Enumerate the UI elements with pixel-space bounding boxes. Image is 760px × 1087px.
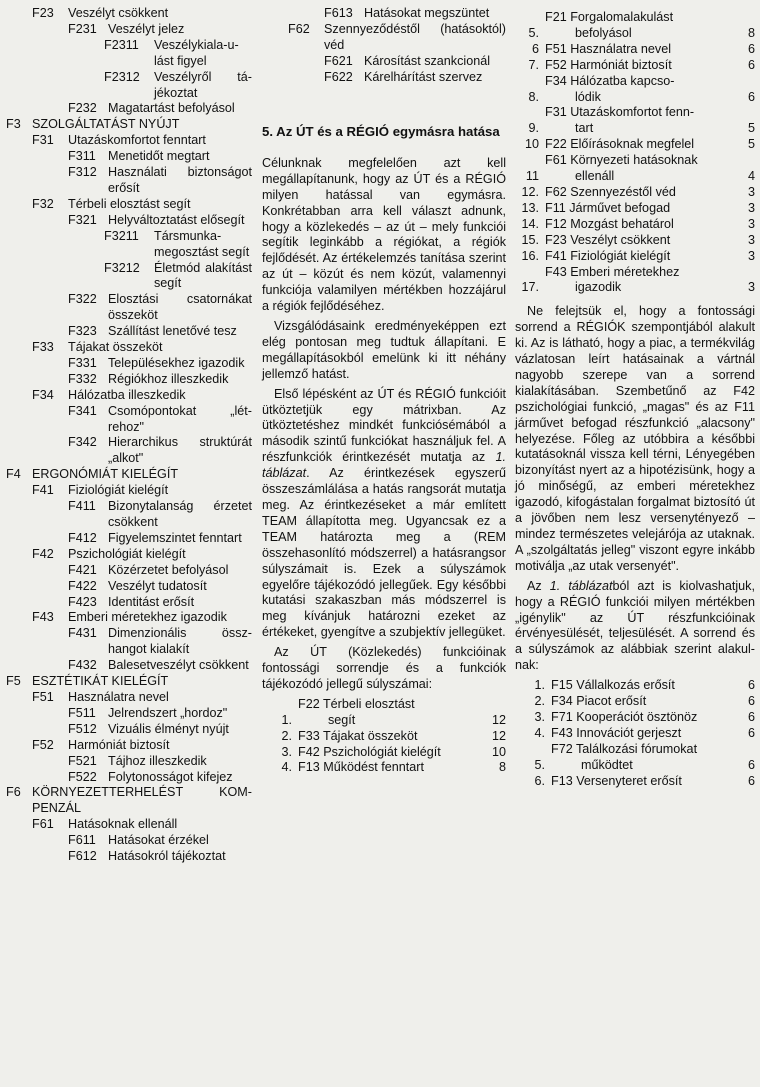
weight-value: 3 xyxy=(747,248,755,263)
ranking-label xyxy=(551,742,737,774)
ranking-label xyxy=(298,760,488,776)
outline-item xyxy=(6,356,252,372)
weight-value: 4 xyxy=(747,169,755,184)
outline-item xyxy=(6,197,252,213)
function-code: F2312 xyxy=(104,69,140,84)
rank-number: 1. xyxy=(534,678,545,693)
outline-item xyxy=(6,738,252,754)
ranking-item xyxy=(515,153,755,185)
ranking-label xyxy=(545,185,737,201)
weight-value: 3 xyxy=(747,216,755,231)
ranking-item xyxy=(515,678,755,694)
ranking-item xyxy=(515,233,755,249)
ranking-item xyxy=(515,74,755,106)
function-label: Harmóniát biztosít xyxy=(68,737,170,752)
outline-item xyxy=(6,261,252,293)
rank-number: 5. xyxy=(528,25,539,40)
ranking-label-line: F22 Térbeli elosztást xyxy=(298,696,415,711)
paragraph-3: Első lépésként az ÚT és RÉGIÓ funkcióit ütköztetjük egy mátrixban. Az ütköztetéshez mindkét funkciósémából a második szintű funkciókat használjuk fel. A részfunkciók érintkezését mutatja az 1. táblázat. Az érintkezések egyszerű összeszámlálása a hatás rangsorát mutatja meg. Az érintkezéseket a már említett TEAM állapította meg. Ugyancsak ez a TEAM határozta meg a (REM összehasonlító módszerrel) a hatásrangsor súlyszámait is. Ezek a súlyszámok egyelőre tájékozódó jellegűek. Egy későbbi kutatási szakaszban más módszerrel is meg kívánjuk határozni ezeket az értékeket, gyengítve a szubjektív jellegüket. xyxy=(262,386,506,640)
function-code: F332 xyxy=(68,371,97,386)
ranking-label-line: F31 Utazáskomfortot fenn- xyxy=(545,105,695,120)
function-label: Tájakat összeköt xyxy=(68,340,163,355)
rank-number: 3. xyxy=(534,709,545,724)
function-code: F322 xyxy=(68,292,97,307)
ranking-label xyxy=(545,265,737,297)
ranking-label-line: F13 Versenyteret erősít xyxy=(551,773,682,788)
function-label: Utazáskomfortot fenntart xyxy=(68,133,206,148)
ranking-label xyxy=(545,58,737,74)
weight-value: 5 xyxy=(747,137,755,152)
rank-number: 12. xyxy=(521,184,539,199)
ranking-item xyxy=(262,697,506,729)
paragraph-2: Vizsgálódásaink eredményeképpen ezt elég pontosan meg tudtuk állapítani. E megállapításokból emelünk ki itt néhány jellemző hatást. xyxy=(262,319,506,381)
ranking-label-line: F52 Harmóniát biztosít xyxy=(545,57,672,72)
function-code: F52 xyxy=(32,737,54,752)
function-label: Hatásokat érzékel xyxy=(108,833,209,848)
ranking-label xyxy=(545,233,737,249)
rank-number: 15. xyxy=(521,232,539,247)
weight-value: 3 xyxy=(747,200,755,215)
ranking-label-line: F13 Működést fenntart xyxy=(298,760,425,775)
function-label: Hierarchikus struktúrát „alkot" xyxy=(108,435,252,466)
ut-ranking-list-continued xyxy=(515,10,755,296)
function-code: F621 xyxy=(324,53,353,68)
function-label: Magatartást befolyásol xyxy=(108,101,235,116)
ranking-label xyxy=(551,710,737,726)
outline-item xyxy=(262,54,506,70)
ranking-label-line: F62 Szennyezéstől véd xyxy=(545,184,676,199)
rank-number: 16. xyxy=(521,248,539,263)
function-label: Szállítást lenetővé tesz xyxy=(108,324,237,339)
regio-ranking-list xyxy=(515,678,755,789)
function-label: Balesetveszélyt csökkent xyxy=(108,658,249,673)
outline-item xyxy=(6,579,252,595)
function-code: F611 xyxy=(68,833,96,848)
outline-item xyxy=(6,833,252,849)
function-code: F522 xyxy=(68,769,97,784)
rank-number: 11 xyxy=(525,169,539,184)
ranking-label xyxy=(545,201,737,217)
ranking-label xyxy=(545,153,737,185)
outline-item xyxy=(6,213,252,229)
function-label: Elosztási csatornákat összeköt xyxy=(108,292,252,323)
function-code: F3211 xyxy=(104,228,139,243)
ranking-label-line: tart xyxy=(575,121,594,136)
paragraph-1: Célunknak megfelelően azt kell megállapítanunk, hogy az ÚT és a RÉGIÓ milyen hatással van egymásra. Konkrétabban arra kell választ adnunk, hogy a közlekedés – az út – mely funkciói segítik leginkább a régiókat, a régiók fejlődését. Az értékelemzés tanítása szerint az út – közút és nem közút, valamennyi funkciója valamilyen mértékben hozzájárul a régiók fejlődéséhez. xyxy=(262,155,506,314)
ranking-item xyxy=(515,42,755,58)
outline-item xyxy=(6,117,252,133)
outline-item xyxy=(6,499,252,531)
function-code: F4 xyxy=(6,467,21,482)
function-label: Csomópontokat „létrehoz" xyxy=(108,403,252,434)
ranking-label xyxy=(298,745,488,761)
ranking-label-line: F34 Hálózatba kapcso- xyxy=(545,73,675,88)
column-3 xyxy=(515,6,755,790)
rank-number: 17. xyxy=(521,280,539,295)
function-code: F431 xyxy=(68,626,97,641)
function-code: F42 xyxy=(32,546,54,561)
function-code: F3212 xyxy=(104,260,140,275)
function-code: F412 xyxy=(68,530,97,545)
weight-value: 6 xyxy=(747,678,755,693)
function-label: Veszélykiala-ulást figyel xyxy=(154,37,239,68)
ranking-label-line: befolyásol xyxy=(575,25,632,40)
rank-number: 13. xyxy=(521,200,539,215)
ranking-label xyxy=(545,137,737,153)
function-code: F41 xyxy=(32,483,54,498)
ranking-label-line: F41 Fiziológiát kielégít xyxy=(545,248,671,263)
ranking-label-line: segít xyxy=(328,712,356,727)
weight-value: 10 xyxy=(491,744,506,759)
function-label: Helyváltoztatást elősegít xyxy=(108,212,245,227)
ranking-item xyxy=(515,58,755,74)
outline-item xyxy=(6,563,252,579)
function-code: F232 xyxy=(68,101,97,116)
section-heading: 5. Az ÚT és a RÉGIÓ egymásra hatása xyxy=(262,123,500,139)
ranking-label-line: F23 Veszélyt csökkent xyxy=(545,232,671,247)
weight-value: 3 xyxy=(747,232,755,247)
function-label: Károsítást szankcionál xyxy=(364,53,490,68)
function-label: Veszélyt tudatosít xyxy=(108,578,207,593)
ranking-label-line: F22 Előírásoknak megfelel xyxy=(545,137,695,152)
ranking-item xyxy=(515,137,755,153)
ranking-label-line: F72 Találkozási fórumokat xyxy=(551,741,698,756)
outline-item xyxy=(6,595,252,611)
function-label: ESZTÉTIKÁT KIELÉGÍT xyxy=(32,674,169,689)
function-label: Hatásokat megszüntet xyxy=(364,6,490,20)
outline-item xyxy=(6,674,252,690)
function-code: F23 xyxy=(32,6,54,20)
weight-value: 6 xyxy=(747,57,755,72)
outline-item xyxy=(6,626,252,658)
outline-item xyxy=(262,22,506,54)
function-code: F613 xyxy=(324,6,353,20)
ranking-label-line: F43 Innovációt gerjeszt xyxy=(551,725,682,740)
function-code: F312 xyxy=(68,165,97,180)
function-outline-continued xyxy=(262,6,506,86)
function-code: F323 xyxy=(68,324,97,339)
ranking-item xyxy=(262,729,506,745)
outline-item xyxy=(6,22,252,38)
function-label: Használatra nevel xyxy=(68,689,169,704)
weight-value: 5 xyxy=(747,121,755,136)
function-code: F321 xyxy=(68,212,97,227)
outline-item xyxy=(6,133,252,149)
function-label: Régiókhoz illeszkedik xyxy=(108,371,229,386)
weight-value: 8 xyxy=(747,25,755,40)
ranking-item xyxy=(515,742,755,774)
function-code: F5 xyxy=(6,674,21,689)
function-code: F3 xyxy=(6,117,21,132)
function-label: Hatásokról tájékoztat xyxy=(108,849,226,864)
function-label: Társmunkamegosztást segít xyxy=(154,228,250,259)
function-label: Folytonosságot kifejez xyxy=(108,769,233,784)
function-label: Dimenzionális összhangot kialakít xyxy=(108,626,252,657)
function-label: Használati biztonságot erősít xyxy=(108,165,252,195)
ranking-label xyxy=(545,42,737,58)
outline-item xyxy=(6,388,252,404)
ranking-label-line: igazodik xyxy=(575,280,622,295)
rank-number: 9. xyxy=(528,121,539,136)
rank-number: 7. xyxy=(528,57,539,72)
outline-item xyxy=(6,785,252,817)
outline-item xyxy=(6,229,252,261)
ranking-label-line: F71 Kooperációt ösztönöz xyxy=(551,709,698,724)
function-label: Fiziológiát kielégít xyxy=(68,483,169,498)
weight-value: 6 xyxy=(747,694,755,709)
ranking-label xyxy=(551,678,737,694)
ranking-label xyxy=(545,74,737,106)
rank-number: 14. xyxy=(521,216,539,231)
weight-value: 6 xyxy=(747,41,755,56)
outline-item xyxy=(6,658,252,674)
function-code: F342 xyxy=(68,435,97,450)
outline-item xyxy=(6,70,252,102)
weight-value: 6 xyxy=(747,757,755,772)
paragraph-5: Ne felejtsük el, hogy a fontossági sorrend a RÉGIÓK szempontjából alakult ki. Az is látható, hogy a piac, a termékvilág vázlatosan leírt hatásainak a vártnál nagyobb szerepe van a sorrend kialakításában. Szembetűnő az F42 pszichológiai funkció, „magas" és az F11 járművet befogad részfunkció „alacsony" helyezése. Főleg az utóbbira a későbbi kutatásoknál vissza kell térni, Lényegében bizonyítást nyert az a hipotézisünk, hogy a jó minőségű, az emberi méretekhez igazodó, kifogástalan forgalmat biztosító út a jövőben nem lesz versenytényező – mindez természetes velejárója az utaknak. A „szolgáltatás jelleg" viszont egyre inkább motiválja „az utak versenyét". xyxy=(515,304,755,573)
function-code: F411 xyxy=(68,499,96,514)
function-label: Figyelemszintet fenntart xyxy=(108,530,242,545)
function-code: F33 xyxy=(32,340,54,355)
weight-value: 3 xyxy=(747,280,755,295)
ranking-label xyxy=(545,217,737,233)
outline-item xyxy=(6,849,252,865)
function-code: F612 xyxy=(68,849,97,864)
ranking-item xyxy=(515,201,755,217)
outline-item xyxy=(6,340,252,356)
ranking-label-line: működtet xyxy=(581,757,633,772)
function-label: Veszélyről tájékoztat xyxy=(154,69,252,100)
function-code: F521 xyxy=(68,753,97,768)
ranking-label-line: F61 Környezeti hatásoknak xyxy=(545,153,698,168)
function-label: Bizonytalanság érzetet csökkent xyxy=(108,499,252,529)
function-label: Hálózatba illeszkedik xyxy=(68,387,186,402)
paragraph-6: Az 1. táblázatból azt is kiolvashatjuk, hogy a RÉGIÓ funkciói milyen mértékben „igénylik" az ÚT részfunkcióinak érvényesülését, teljesülését. A sorrend és a súlyszámok az alábbiak szerint alakulnak: xyxy=(515,578,755,673)
function-code: F34 xyxy=(32,387,54,402)
rank-number: 10 xyxy=(524,137,539,152)
function-code: F231 xyxy=(68,21,97,36)
function-label: Szennyeződéstől (hatásoktól) véd xyxy=(324,21,506,52)
ranking-item xyxy=(515,185,755,201)
ranking-item xyxy=(515,217,755,233)
ranking-label xyxy=(298,729,488,745)
function-label: Jelrendszert „hordoz" xyxy=(108,705,228,720)
ranking-label xyxy=(551,726,737,742)
outline-item xyxy=(6,483,252,499)
ranking-label-line: F11 Járművet befogad xyxy=(545,200,671,215)
outline-item xyxy=(6,531,252,547)
ranking-label-line: F42 Pszichológiát kielégít xyxy=(298,744,441,759)
function-label: ERGONÓMIÁT KIELÉGÍT xyxy=(32,467,179,482)
function-label: Veszélyt csökkent xyxy=(68,6,169,20)
outline-item xyxy=(262,6,506,22)
ranking-label-line: lódik xyxy=(575,89,601,104)
function-label: Településekhez igazodik xyxy=(108,355,245,370)
outline-item xyxy=(6,817,252,833)
ut-ranking-list xyxy=(262,697,506,777)
outline-item xyxy=(6,706,252,722)
outline-item xyxy=(6,770,252,786)
outline-item xyxy=(6,610,252,626)
weight-value: 6 xyxy=(747,725,755,740)
function-code: F432 xyxy=(68,658,97,673)
function-outline xyxy=(6,6,252,865)
function-label: Vizuális élményt nyújt xyxy=(108,721,229,736)
ranking-label-line: F15 Vállalkozás erősít xyxy=(551,678,675,693)
function-code: F62 xyxy=(288,21,310,36)
function-code: F331 xyxy=(68,355,97,370)
weight-value: 8 xyxy=(498,760,506,775)
outline-item xyxy=(6,149,252,165)
ranking-item xyxy=(515,694,755,710)
rank-number: 1. xyxy=(281,712,292,727)
weight-value: 6 xyxy=(747,709,755,724)
ranking-item xyxy=(515,105,755,137)
ranking-label xyxy=(551,774,737,790)
function-code: F421 xyxy=(68,562,97,577)
weight-value: 6 xyxy=(747,89,755,104)
outline-item xyxy=(6,165,252,197)
ranking-label xyxy=(545,10,737,42)
ranking-item xyxy=(515,710,755,726)
function-code: F512 xyxy=(68,721,97,736)
weight-value: 3 xyxy=(747,184,755,199)
ranking-label xyxy=(551,694,737,710)
outline-item xyxy=(262,70,506,86)
function-code: F51 xyxy=(32,689,54,704)
ranking-item xyxy=(262,760,506,776)
outline-item xyxy=(6,101,252,117)
ranking-label-line: F43 Emberi méretekhez xyxy=(545,264,680,279)
function-label: Kárelhárítást szervez xyxy=(364,69,483,84)
rank-number: 6 xyxy=(531,41,539,56)
rank-number: 2. xyxy=(281,728,292,743)
function-code: F423 xyxy=(68,594,97,609)
function-label: Veszélyt jelez xyxy=(108,21,185,36)
function-code: F341 xyxy=(68,403,97,418)
rank-number: 2. xyxy=(534,694,545,709)
function-label: Közérzetet befolyásol xyxy=(108,562,229,577)
function-code: F2311 xyxy=(104,37,139,52)
outline-item xyxy=(6,547,252,563)
rank-number: 5. xyxy=(534,757,545,772)
ranking-label-line: F12 Mozgást behatárol xyxy=(545,216,674,231)
rank-number: 6. xyxy=(534,773,545,788)
outline-item xyxy=(6,404,252,436)
column-1 xyxy=(6,6,252,865)
rank-number: 4. xyxy=(534,725,545,740)
function-label: Életmód alakítást segít xyxy=(154,260,252,291)
function-label: Térbeli elosztást segít xyxy=(68,196,191,211)
table-reference: 1. táblázat xyxy=(549,578,613,593)
ranking-label-line: F21 Forgalomalakulást xyxy=(545,10,674,24)
outline-item xyxy=(6,6,252,22)
ranking-item xyxy=(515,265,755,297)
outline-item xyxy=(6,435,252,467)
function-code: F43 xyxy=(32,610,54,625)
outline-item xyxy=(6,372,252,388)
outline-item xyxy=(6,722,252,738)
ranking-label-line: F51 Használatra nevel xyxy=(545,41,672,56)
outline-item xyxy=(6,38,252,70)
function-code: F422 xyxy=(68,578,97,593)
function-code: F6 xyxy=(6,785,21,800)
rank-number: 8. xyxy=(528,89,539,104)
function-label: Menetidőt megtart xyxy=(108,149,210,164)
outline-item xyxy=(6,324,252,340)
rank-number: 4. xyxy=(281,760,292,775)
function-code: F31 xyxy=(32,133,54,148)
ranking-item xyxy=(262,745,506,761)
function-code: F622 xyxy=(324,69,353,84)
function-label: Tájhoz illeszkedik xyxy=(108,753,207,768)
ranking-item xyxy=(515,249,755,265)
weight-value: 12 xyxy=(491,712,506,727)
outline-item xyxy=(6,754,252,770)
function-label: Emberi méretekhez igazodik xyxy=(68,610,227,625)
outline-item xyxy=(6,467,252,483)
ranking-label-line: F34 Piacot erősít xyxy=(551,694,647,709)
function-label: KÖRNYEZETTERHELÉST KOMPENZÁL xyxy=(32,785,252,816)
function-code: F32 xyxy=(32,196,54,211)
function-label: Hatásoknak ellenáll xyxy=(68,817,178,832)
function-label: Identitást erősít xyxy=(108,594,195,609)
ranking-label xyxy=(545,249,737,265)
ranking-label-line: ellenáll xyxy=(575,169,615,184)
ranking-label xyxy=(545,105,737,137)
ranking-label-line: F33 Tájakat összeköt xyxy=(298,728,418,743)
function-code: F311 xyxy=(68,149,96,164)
outline-item xyxy=(6,292,252,324)
weight-value: 12 xyxy=(491,728,506,743)
ranking-item xyxy=(515,774,755,790)
weight-value: 6 xyxy=(747,773,755,788)
paragraph-4: Az ÚT (Közlekedés) funkcióinak fontossági sorrendje és a funkciók tájékozódó jellegű súlyszámai: xyxy=(262,645,506,691)
function-label: Pszichológiát kielégít xyxy=(68,546,186,561)
ranking-label xyxy=(298,697,488,729)
outline-item xyxy=(6,690,252,706)
function-code: F511 xyxy=(68,705,96,720)
function-code: F61 xyxy=(32,817,54,832)
table-reference: 1. táblázat xyxy=(262,450,506,481)
function-label: SZOLGÁLTATÁST NYÚJT xyxy=(32,117,180,132)
column-2 xyxy=(262,6,506,776)
rank-number: 3. xyxy=(281,744,292,759)
ranking-item xyxy=(515,726,755,742)
ranking-item xyxy=(515,10,755,42)
